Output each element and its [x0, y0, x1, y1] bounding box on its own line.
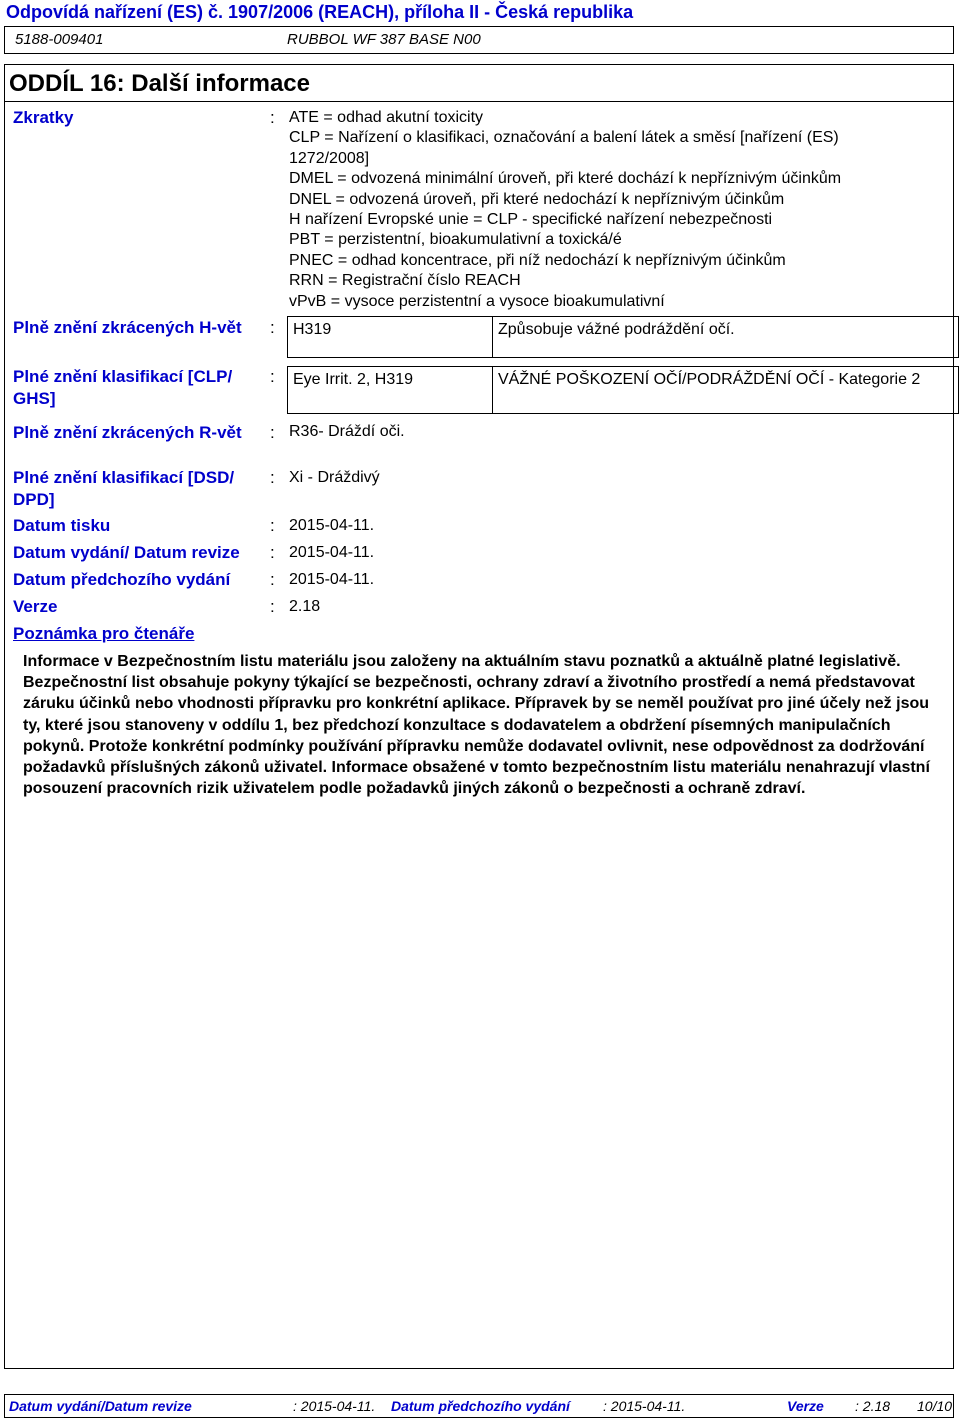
issue-date-value: 2015-04-11.	[289, 544, 375, 561]
colon-separator: :	[270, 543, 275, 562]
colon-separator: :	[270, 318, 275, 337]
h-statement-text: Způsobuje vážné podráždění očí.	[493, 317, 959, 358]
section-title: ODDÍL 16: Další informace	[9, 70, 310, 97]
footer-version-value: : 2.18	[855, 1398, 891, 1414]
reader-note-label: Poznámka pro čtenáře	[13, 624, 195, 643]
document-title: Odpovídá nařízení (ES) č. 1907/2006 (REACH), příloha II - Česká republika	[6, 2, 634, 22]
version-value: 2.18	[289, 598, 321, 615]
footer-issue-value: : 2015-04-11.	[293, 1398, 376, 1414]
colon-separator: :	[270, 570, 275, 589]
table-row	[288, 367, 959, 414]
section-header	[4, 64, 954, 102]
dsd-classification-label: Plné znění klasifikací [DSD/ DPD]	[13, 468, 235, 509]
footer-previous-label: Datum předchozího vydání	[391, 1398, 570, 1414]
r-phrases-value: R36- Dráždí oči.	[289, 423, 405, 440]
colon-separator: :	[270, 516, 275, 535]
h-statements-table	[287, 316, 959, 358]
r-phrases-label: Plně znění zkrácených R-vět	[13, 423, 242, 442]
abbreviation-item: CLP = Nařízení o klasifikaci, označování a balení látek a směsí [nařízení (ES)	[289, 129, 839, 147]
footer-issue-label: Datum vydání/Datum revize	[9, 1398, 192, 1414]
previous-issue-date-label: Datum předchozího vydání	[13, 570, 231, 589]
abbreviation-item: 1272/2008]	[289, 149, 370, 167]
colon-separator: :	[270, 423, 275, 442]
document-footer	[4, 1394, 954, 1418]
h-statement-code: H319	[288, 317, 493, 358]
abbreviation-item: H nařízení Evropské unie = CLP - specifické nařízení nebezpečnosti	[289, 211, 773, 229]
abbreviation-item: ATE = odhad akutní toxicity	[289, 109, 484, 126]
clp-classification-table	[287, 366, 959, 414]
abbreviation-item: PNEC = odhad koncentrace, při níž nedochází k nepříznivým účinkům	[289, 251, 786, 269]
footer-page-number: 10/10	[917, 1398, 953, 1414]
colon-separator: :	[270, 108, 275, 127]
footer-previous-value: : 2015-04-11.	[603, 1398, 686, 1414]
colon-separator: :	[270, 468, 275, 487]
version-label: Verze	[13, 597, 58, 616]
colon-separator: :	[270, 597, 275, 616]
abbreviation-item: DMEL = odvozená minimální úroveň, při které dochází k nepříznivým účinkům	[289, 170, 842, 188]
previous-issue-date-value: 2015-04-11.	[289, 571, 375, 588]
issue-date-label: Datum vydání/ Datum revize	[13, 543, 240, 562]
table-row	[288, 317, 959, 358]
product-name: RUBBOL WF 387 BASE N00	[287, 31, 481, 48]
reader-note-text: Informace v Bezpečnostním listu materiálu jsou založeny na aktuálním stavu poznatků a aktuálně platné legislativě. Bezpečnostní list obsahuje pokyny týkající se bezpečnosti, ochrany zdraví a životního prostředí a nemá představovat záruku účinků nebo vhodnosti přípravku pro konkrétní aplikace. Přípravek by se neměl používat pro jiné účely než jsou ty, které jsou stanoveny v oddílu 1, bez předchozí konzultace s dodavatelem a obdržení písemných manipulačních pokynů. Protože konkrétní podmínky používání přípravku nemůže dodavatel ovlivnit, nese odpovědnost za dodržování požadavků příslušných zákonů uživatel. Informace obsažené v tomto bezpečnostním listu materiálu nenahrazují vlastní posouzení pracovních rizik uživatelem podle požadavků jiných zákonů o bezpečnosti a ochraně zdraví.	[23, 653, 930, 798]
abbreviation-item: RRN = Registrační číslo REACH	[289, 272, 521, 290]
abbreviation-item: PBT = perzistentní, bioakumulativní a toxická/é	[289, 231, 622, 249]
clp-classification-label: Plné znění klasifikací [CLP/ GHS]	[13, 367, 233, 408]
clp-classification-text: VÁŽNÉ POŠKOZENÍ OČÍ/PODRÁŽDĚNÍ OČÍ - Kategorie 2	[493, 367, 959, 414]
footer-version-label: Verze	[787, 1398, 824, 1414]
document-id: 5188-009401	[15, 31, 104, 48]
print-date-value: 2015-04-11.	[289, 517, 375, 534]
dsd-classification-value: Xi - Dráždivý	[289, 469, 380, 486]
abbreviations-label: Zkratky	[13, 108, 74, 127]
colon-separator: :	[270, 367, 275, 386]
document-header-box	[4, 26, 954, 54]
print-date-label: Datum tisku	[13, 516, 111, 535]
abbreviation-item: vPvB = vysoce perzistentní a vysoce bioakumulativní	[289, 292, 665, 310]
section-content	[4, 101, 954, 1369]
abbreviation-item: DNEL = odvozená úroveň, při které nedochází k nepříznivým účinkům	[289, 190, 785, 208]
clp-classification-code: Eye Irrit. 2, H319	[288, 367, 493, 414]
h-statements-label: Plně znění zkrácených H-vět	[13, 318, 242, 337]
abbreviations-list	[289, 108, 841, 312]
